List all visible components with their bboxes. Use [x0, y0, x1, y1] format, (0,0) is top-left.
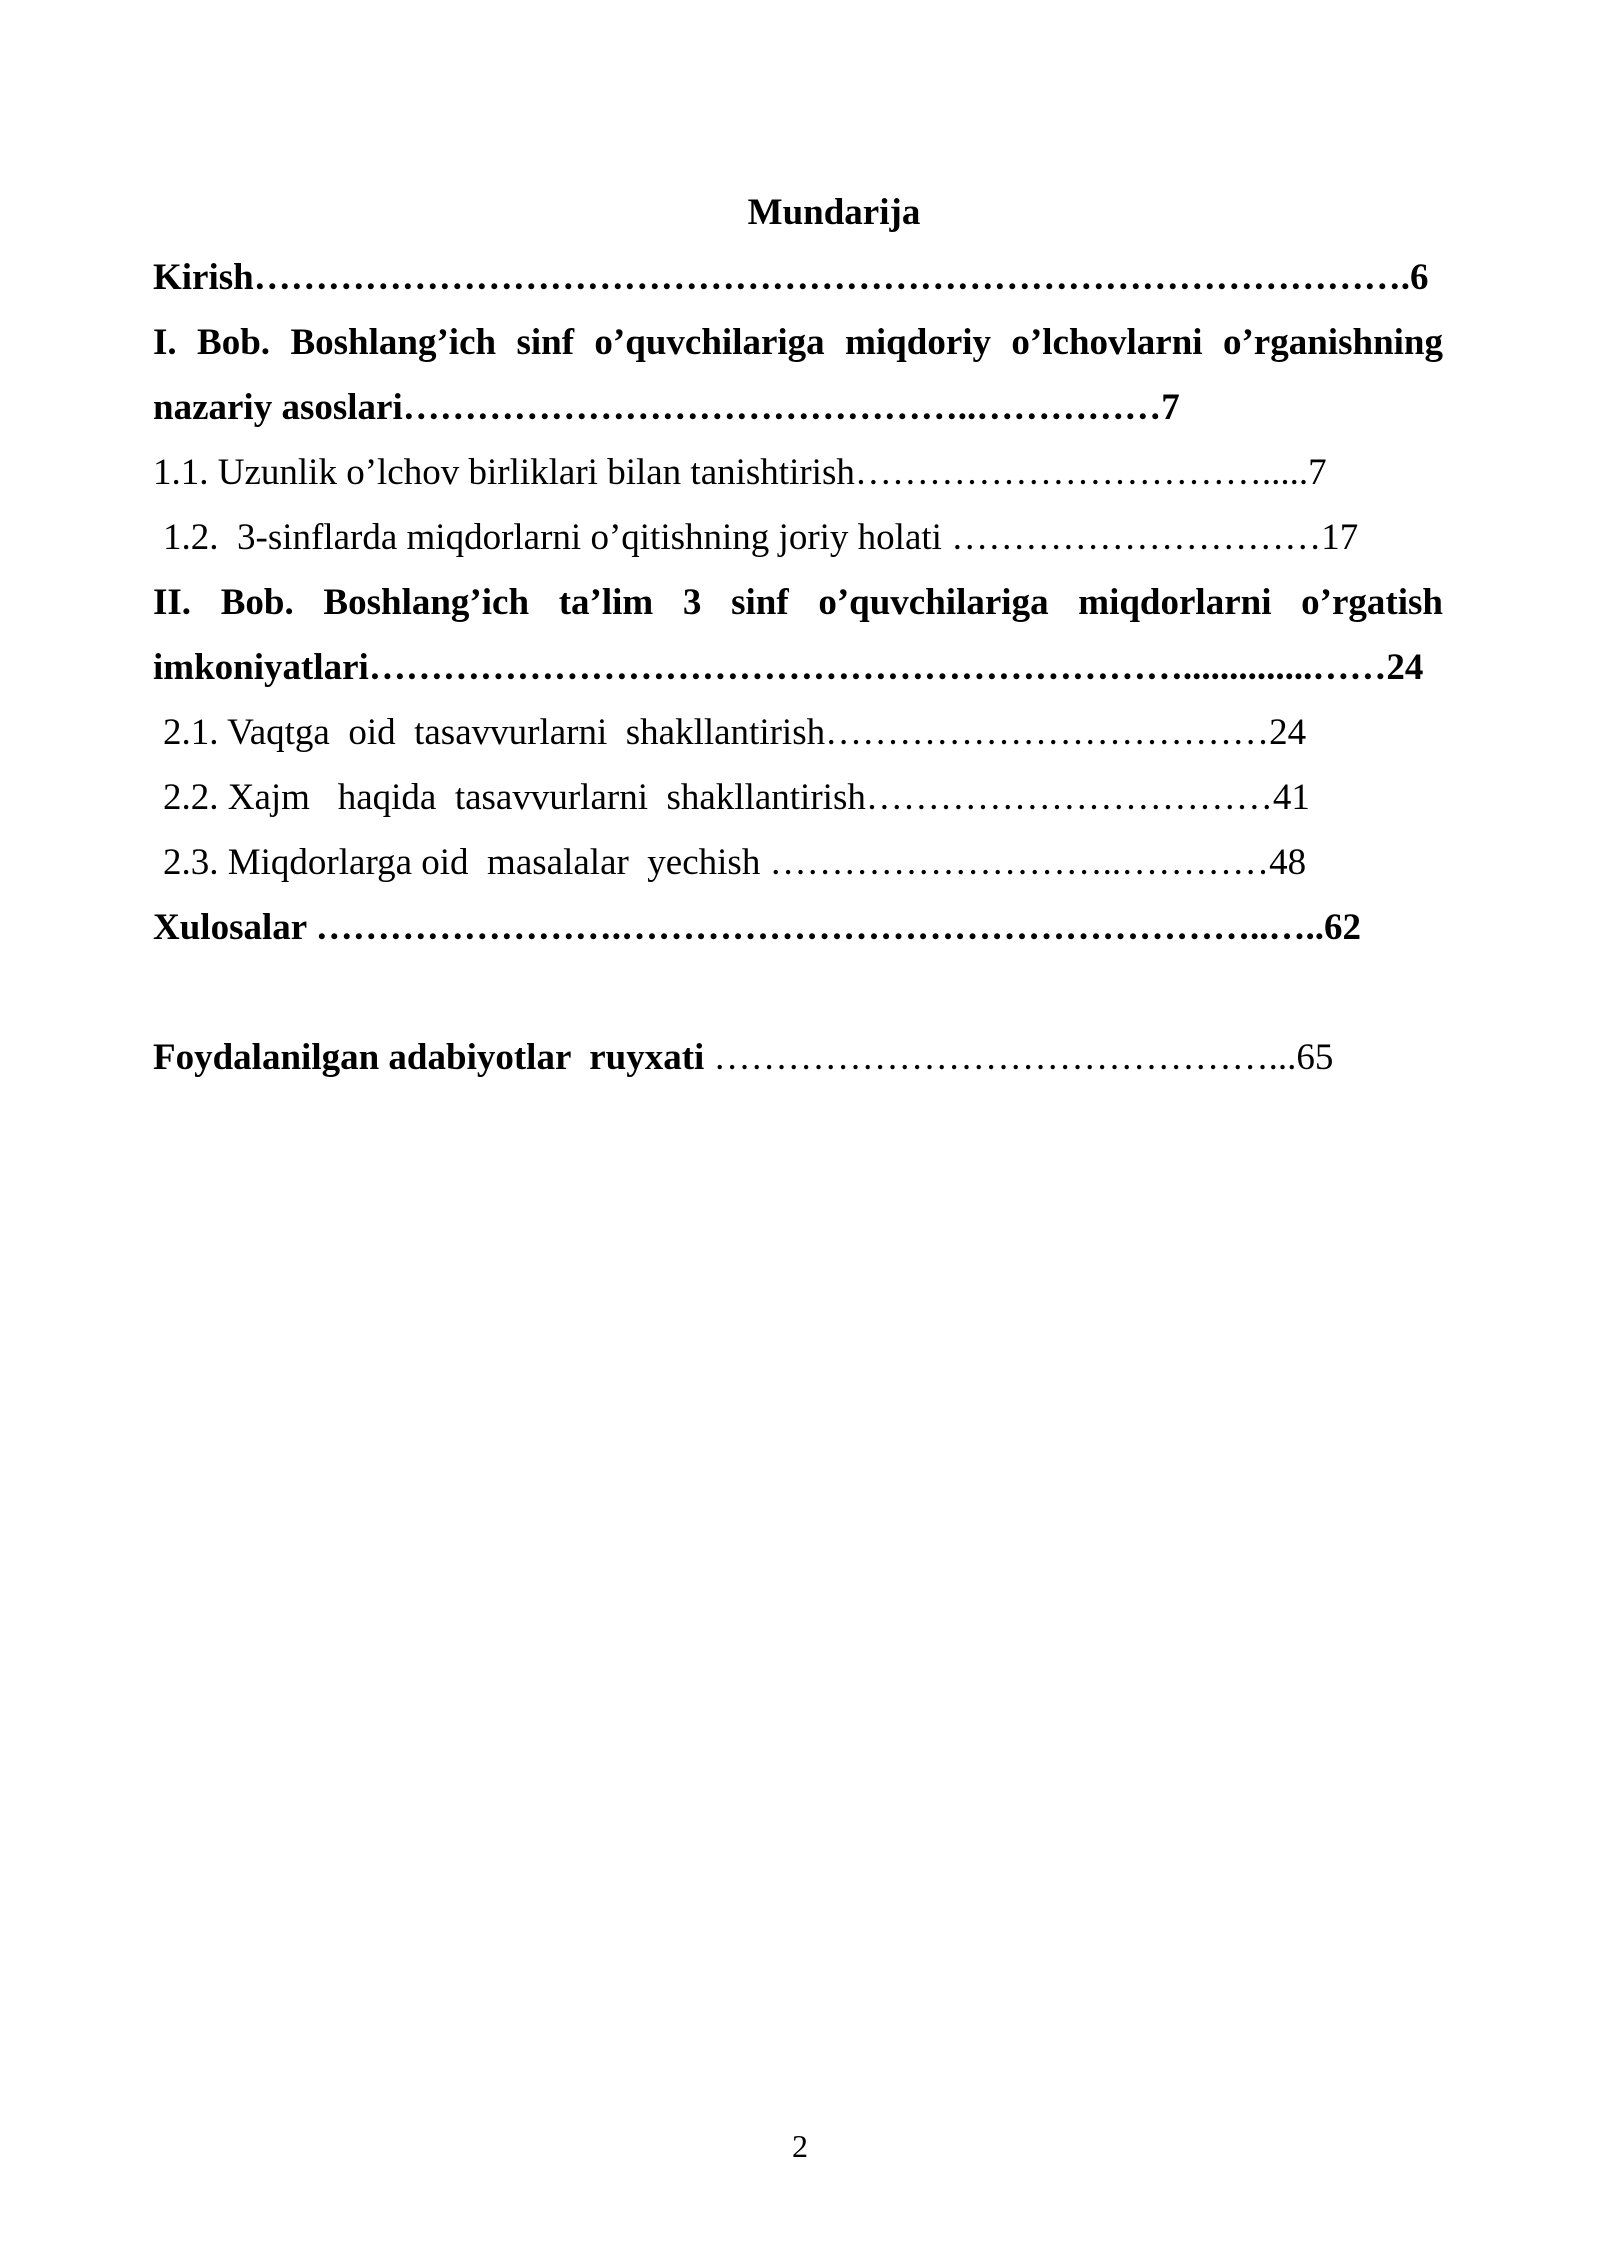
toc-entry-section-1-1	[153, 440, 1443, 505]
toc-page-number: 65	[1296, 1037, 1334, 1078]
toc-dot-leader: ………………………………………..……………	[402, 387, 1162, 428]
toc-entry-references	[153, 1025, 1443, 1090]
toc-dot-leader: ………………………………………………………………………………….	[253, 257, 1410, 298]
toc-entry-section-2-1	[153, 700, 1443, 765]
table-of-contents	[153, 180, 1443, 1090]
toc-entry-label: Foydalanilgan adabiyotlar ruyxati	[153, 1037, 705, 1078]
toc-entry-label: 2.2. Xajm haqida tasavvurlarni shakllantirish	[163, 777, 866, 818]
toc-entry-section-2-3	[153, 830, 1443, 895]
toc-page-number: 48	[1269, 842, 1307, 883]
toc-page-number: 41	[1272, 777, 1310, 818]
toc-entry-section-1-2	[153, 505, 1443, 570]
toc-entry-label: 2.1. Vaqtga oid tasavvurlarni shakllantirish	[163, 712, 826, 753]
toc-entry-kirish	[153, 245, 1443, 310]
toc-dot-leader: …………………………	[941, 517, 1322, 558]
toc-dot-leader: ………………………………	[825, 712, 1270, 753]
blank-line	[153, 960, 1443, 1025]
toc-dot-leader: …………………………………………………………..............……	[368, 647, 1387, 688]
toc-entry-label: 1.1. Uzunlik o’lchov birliklari bilan tanishtirish	[153, 452, 855, 493]
toc-entry-section-2-2	[153, 765, 1443, 830]
toc-page-number: 17	[1321, 517, 1359, 558]
toc-page-number: 6	[1410, 257, 1429, 298]
toc-entry-chapter-1-title-line1: I. Bob. Boshlang’ich sinf o’quvchilariga miqdoriy o’lchovlarni o’rganishning	[153, 322, 1443, 363]
toc-entry-label: Kirish	[153, 257, 254, 298]
toc-dot-leader: ………………………………………...	[704, 1037, 1297, 1078]
toc-dot-leader: ………………………..…………	[760, 842, 1270, 883]
toc-entry-label: 2.3. Miqdorlarga oid masalalar yechish	[163, 842, 761, 883]
page-number: 2	[792, 2128, 808, 2164]
toc-dot-leader: …………………….……………………………………………..…..	[306, 907, 1325, 948]
toc-entry-chapter-2-title-line1: II. Bob. Boshlang’ich ta’lim 3 sinf o’quvchilariga miqdorlarni o’rgatish	[153, 582, 1443, 623]
toc-page-number: 7	[1308, 452, 1327, 493]
toc-title: Mundarija	[747, 192, 921, 233]
toc-entry-label: nazariy asoslari	[153, 387, 403, 428]
toc-entry-chapter-2	[153, 635, 1443, 700]
toc-entry-chapter-1	[153, 375, 1443, 440]
toc-entry-label: Xulosalar	[153, 907, 307, 948]
toc-entry-conclusions	[153, 895, 1443, 960]
toc-page-number: 24	[1269, 712, 1307, 753]
toc-entry-label: 1.2. 3-sinflarda miqdorlarni o’qitishning joriy holati	[163, 517, 942, 558]
toc-page-number: 62	[1324, 907, 1362, 948]
toc-entry-label: imkoniyatlari	[153, 647, 369, 688]
toc-dot-leader: …………………………….....	[854, 452, 1309, 493]
toc-page-number: 24	[1386, 647, 1424, 688]
toc-page-number: 7	[1161, 387, 1180, 428]
toc-dot-leader: ……………………………	[865, 777, 1273, 818]
